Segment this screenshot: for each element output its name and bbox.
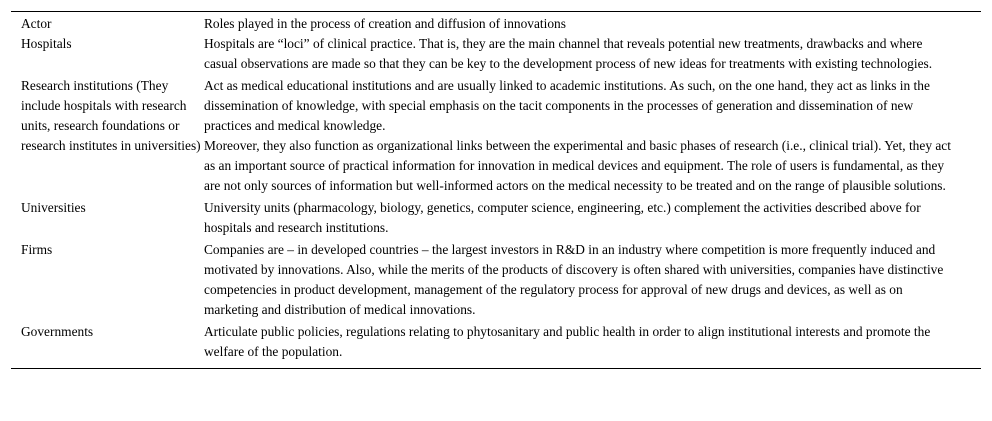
roles-paragraph: Moreover, they also function as organizational links between the experimental and basic phases of research (i.e., clinical trial). Yet, they act as an important source of practical information for innovation in medical devices and equipment. The role of users is fundamental, as they are not only sources of information but well-informed actors on the medical necessity to be treated and on the range of plausible solutions. bbox=[204, 138, 951, 193]
roles-cell bbox=[204, 198, 981, 240]
table-row bbox=[11, 240, 981, 322]
actor-cell: Hospitals bbox=[21, 36, 72, 51]
actor-cell: Universities bbox=[21, 200, 86, 215]
actor-cell: Governments bbox=[21, 324, 94, 339]
innovation-actors-table bbox=[11, 11, 981, 369]
table-row bbox=[11, 76, 981, 198]
column-header-roles: Roles played in the process of creation and diffusion of innovations bbox=[204, 16, 566, 31]
roles-paragraph: Articulate public policies, regulations relating to phytosanitary and public health in order to align institutional interests and promote the welfare of the population. bbox=[204, 324, 931, 359]
roles-paragraph: Companies are – in developed countries – the largest investors in R&D in an industry where competition is more frequently induced and motivated by innovations. Also, while the merits of the products of discovery is often shared with universities, companies have distinctive competencies in product development, management of the regulatory process for approval of new drugs and devices, as well as on marketing and distribution of medical innovations. bbox=[204, 242, 944, 317]
roles-paragraph: University units (pharmacology, biology, genetics, computer science, engineering, etc.) complement the activities described above for hospitals and research institutions. bbox=[204, 200, 921, 235]
roles-cell bbox=[204, 34, 981, 76]
roles-cell bbox=[204, 322, 981, 369]
roles-cell bbox=[204, 76, 981, 198]
column-header-actor: Actor bbox=[21, 16, 52, 31]
actor-cell: Firms bbox=[21, 242, 53, 257]
actor-cell: Research institutions (They include hospitals with research units, research foundations or research institutes in universities) bbox=[21, 78, 201, 153]
table-row bbox=[11, 322, 981, 369]
roles-cell bbox=[204, 240, 981, 322]
roles-paragraph: Act as medical educational institutions and are usually linked to academic institutions. As such, on the one hand, they act as links in the dissemination of knowledge, with special emphasis on the tacit components in the processes of generation and dissemination of new practices and medical knowledge. bbox=[204, 78, 930, 133]
innovation-actors-table-container bbox=[11, 11, 981, 369]
table-row bbox=[11, 34, 981, 76]
table-header-row bbox=[11, 12, 981, 35]
roles-paragraph: Hospitals are “loci” of clinical practice. That is, they are the main channel that reveals potential new treatments, drawbacks and where casual observations are made so that they can be key to the development process of new ideas for treatments with existing technologies. bbox=[204, 36, 933, 71]
table-row bbox=[11, 198, 981, 240]
